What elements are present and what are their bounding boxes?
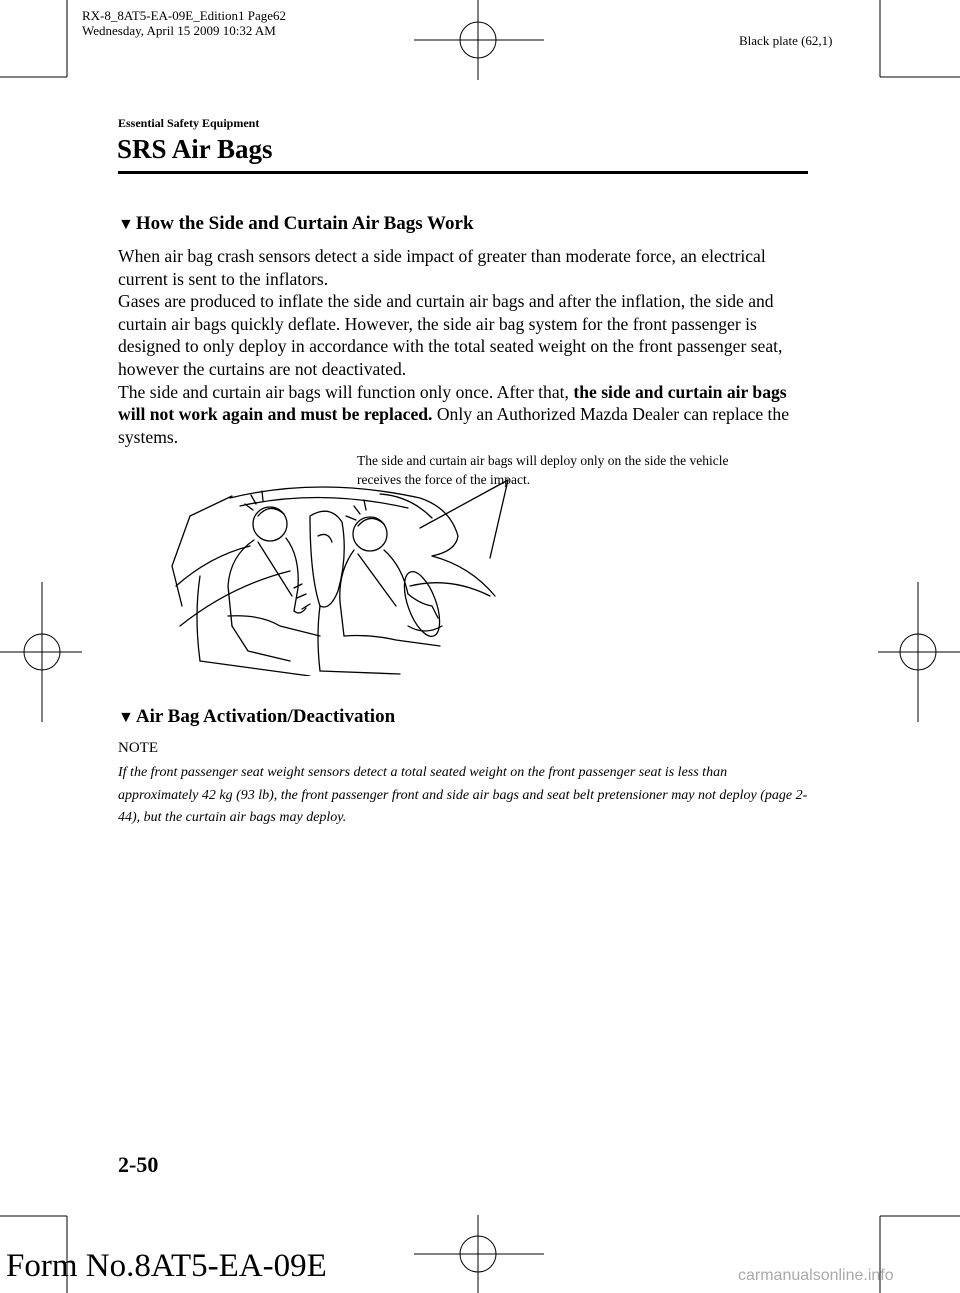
title-rule	[118, 171, 808, 174]
note-label: NOTE	[118, 740, 158, 756]
form-number: Form No.8AT5-EA-09E	[6, 1248, 327, 1284]
paragraph-3: The side and curtain air bags will function only once. After that, the side and curtain air bags will not work again and must be replaced. Only an Authorized Mazda Dealer can replace the systems.	[118, 381, 790, 447]
section-label: Essential Safety Equipment	[118, 116, 260, 130]
plate-label: Black plate (62,1)	[739, 33, 833, 48]
body-text	[118, 245, 818, 448]
slug-line-1: RX-8_8AT5-EA-09E_Edition1 Page62	[82, 8, 287, 23]
watermark[interactable]: carmanualsonline.info	[738, 1267, 894, 1284]
triangle-marker-icon: ▼	[118, 216, 134, 233]
figure-caption: The side and curtain air bags will deploy only on the side the vehicle receives the force of the impact.	[357, 453, 729, 487]
note-text: If the front passenger seat weight sensors detect a total seated weight on the front passenger seat is less than approximately 42 kg (93 lb), the front passenger front and side air bags and seat belt pretensioner may not deploy (page 2-44), but the curtain air bags may deploy.	[118, 765, 808, 825]
paragraph-1: When air bag crash sensors detect a side impact of greater than moderate force, an electrical current is sent to the inflators.	[118, 246, 766, 289]
heading-text: How the Side and Curtain Air Bags Work	[135, 213, 474, 234]
page-title: SRS Air Bags	[117, 134, 273, 164]
heading-text: Air Bag Activation/Deactivation	[135, 706, 396, 727]
slug-line-2: Wednesday, April 15 2009 10:32 AM	[82, 23, 276, 38]
heading-activation	[118, 706, 395, 728]
page-number: 2-50	[118, 1152, 159, 1177]
airbag-illustration	[170, 476, 510, 676]
triangle-marker-icon: ▼	[118, 709, 134, 726]
heading-side-curtain	[118, 213, 474, 235]
paragraph-2: Gases are produced to inflate the side and curtain air bags and after the inflation, the side and curtain air bags quickly deflate. However, the side air bag system for the front passenger is designed to only deploy in accordance with the total seated weight on the front passenger seat, however the curtains are not deactivated.	[118, 291, 783, 379]
print-slug	[82, 8, 286, 38]
